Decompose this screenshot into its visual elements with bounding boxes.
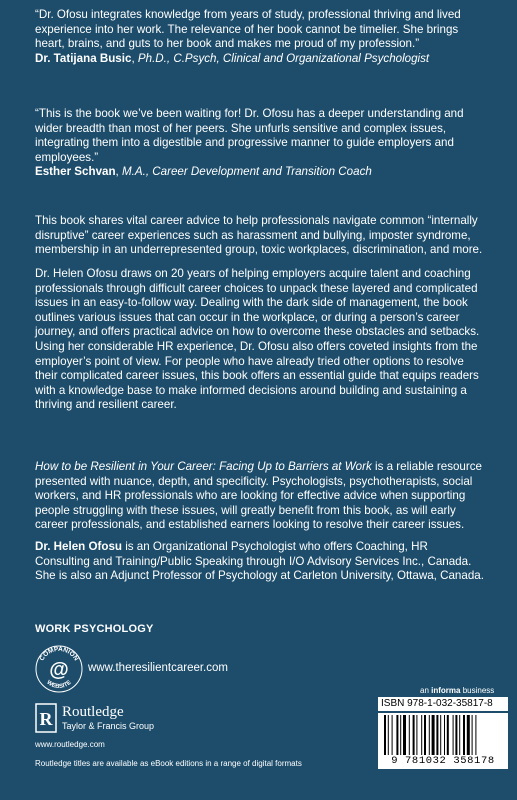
companion-url[interactable]: www.theresilientcareer.com bbox=[88, 662, 228, 674]
svg-text:R: R bbox=[39, 709, 53, 729]
barcode-bar bbox=[396, 715, 398, 755]
companion-bottom-label: WEBSITE bbox=[45, 679, 73, 691]
barcode-bar bbox=[384, 715, 386, 755]
endorsement-1-credentials: Ph.D., C.Psych, Clinical and Organizational Psychologist bbox=[137, 51, 430, 65]
barcode-bar bbox=[440, 715, 441, 755]
publisher-name: Routledge bbox=[62, 704, 124, 720]
description-paragraph-3-text: is a reliable resource presented with nuance, depth, and specificity. Psychologists, psychotherapists, social workers, and HR professionals who are looking for effective advice when supporting people struggling with these issues, will greatly benefit from this book, as will early career professionals, and established earners looking to resolve their career issues. bbox=[35, 460, 482, 532]
endorsement-1-author: Dr. Tatijana Busic bbox=[35, 51, 132, 65]
informa-tag bbox=[420, 686, 494, 695]
subject-category: WORK PSYCHOLOGY bbox=[35, 623, 154, 635]
barcode-bar bbox=[421, 715, 422, 755]
companion-top-label: COMPANION bbox=[38, 645, 80, 663]
endorsement-2-attribution: Esther Schvan, M.A., Career Development and Transition Coach bbox=[35, 165, 372, 179]
informa-suffix: business bbox=[460, 686, 495, 695]
routledge-logo-icon bbox=[35, 703, 57, 733]
barcode-bar bbox=[416, 715, 417, 755]
barcode-bar bbox=[472, 715, 473, 755]
publisher-url[interactable]: www.routledge.com bbox=[35, 740, 105, 749]
barcode-bar bbox=[436, 715, 438, 755]
description-paragraph-2: Dr. Helen Ofosu draws on 20 years of helping employers acquire talent and coaching professionals through difficult career choices to unpack these layered and complicated issues in an easy-to-follow way. Dealing with the dark side of management, the book outlines various issues that can occur in the workplace, or during a person’s career journey, and offers practical advice on how to overcome these obstacles and setbacks. Using her considerable HR experience, Dr. Ofosu also offers coveted insights from the employer’s point of view. For people who have already tried other options to resolve their complicated career issues, this book offers an essential guide that equips readers with a knowledge base to make informed decisions around building and sustaining a thriving and resilient career. bbox=[35, 267, 480, 412]
barcode-bar bbox=[453, 715, 454, 755]
svg-text:WEBSITE bbox=[45, 680, 72, 690]
endorsement-2-author: Esther Schvan bbox=[35, 165, 116, 179]
description-paragraph-1: This book shares vital career advice to help professionals navigate common “internally disruptive” career experiences such as harassment and bullying, imposter syndrome, membership in an underrepresented group, toxic workplaces, discrimination, and more. bbox=[35, 214, 483, 257]
endorsement-2 bbox=[35, 107, 485, 180]
barcode-number: 9 781032 358178 bbox=[391, 755, 495, 767]
endorsement-2-text: “This is the book we’ve been waiting for! Dr. Ofosu has a deeper understanding and wider breadth than most of her peers. She unfurls sensitive and complex issues, integrating them into a digestible and progressive manner to guide employers and employees.” bbox=[35, 107, 464, 164]
publisher-subtitle: Taylor & Francis Group bbox=[62, 721, 155, 731]
book-title: How to be Resilient in Your Career: Facing Up to Barriers at Work bbox=[35, 460, 372, 473]
barcode-bar bbox=[403, 715, 406, 755]
informa-brand: informa bbox=[431, 686, 461, 695]
endorsement-1-attribution: Dr. Tatijana Busic, Ph.D., C.Psych, Clinical and Organizational Psychologist bbox=[35, 51, 430, 65]
ebook-note: Routledge titles are available as eBook editions in a range of digital formats bbox=[35, 759, 302, 768]
barcode-bar bbox=[409, 715, 410, 755]
informa-prefix: an bbox=[420, 686, 432, 695]
barcode-bar bbox=[432, 715, 435, 755]
barcode-bar bbox=[475, 715, 476, 755]
barcode-bar bbox=[400, 715, 401, 755]
endorsement-2-credentials: M.A., Career Development and Transition Coach bbox=[122, 165, 372, 179]
description-paragraph-3 bbox=[35, 460, 485, 533]
isbn-label: ISBN 978-1-032-35817-8 bbox=[378, 697, 508, 711]
barcode-bar bbox=[444, 715, 445, 755]
barcode-bar bbox=[388, 715, 389, 755]
companion-website-icon bbox=[35, 645, 83, 693]
barcode-bar bbox=[447, 715, 449, 755]
endorsement-1 bbox=[35, 8, 485, 66]
barcode-bar bbox=[455, 715, 457, 755]
endorsement-1-text: “Dr. Ofosu integrates knowledge from years of study, professional thriving and lived experience into her work. The relevance of her book cannot be timelier. She brings heart, brains, and guts to her book and makes me proud of my profession.” bbox=[35, 8, 461, 51]
barcode-bar bbox=[392, 715, 393, 755]
barcode-bar bbox=[467, 715, 470, 755]
barcode-bar bbox=[424, 715, 426, 755]
author-bio bbox=[35, 540, 485, 584]
barcode-bar bbox=[429, 715, 430, 755]
barcode-bar bbox=[459, 715, 460, 755]
barcode-bar bbox=[463, 715, 465, 755]
author-bio-text: is an Organizational Psychologist who offers Coaching, HR Consulting and Training/Public Speaking through I/O Advisory Services Inc., Canada. She is also an Adjunct Professor of Psychology at Carleton University, Ottawa, Canada. bbox=[35, 540, 484, 583]
barcode-bar bbox=[413, 715, 415, 755]
svg-text:@: @ bbox=[49, 659, 69, 681]
author-name: Dr. Helen Ofosu bbox=[35, 540, 122, 553]
